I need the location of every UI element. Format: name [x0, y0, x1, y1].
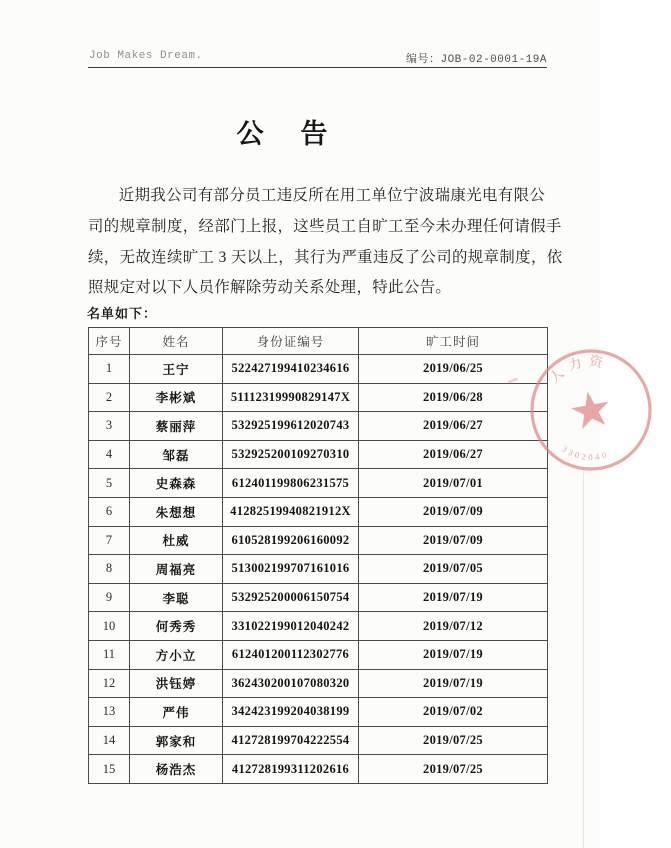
- header-slogan: Job Makes Dream.: [89, 50, 203, 62]
- employee-name: 史森森: [130, 469, 223, 498]
- id-number: 532925199612020743: [223, 412, 359, 441]
- table-body: [89, 355, 548, 784]
- id-number: 412728199704222554: [223, 726, 359, 755]
- table-row: [89, 583, 548, 612]
- employee-name: 朱想想: [130, 497, 223, 526]
- id-number: 412728199311202616: [223, 755, 359, 784]
- employee-name: 李彬斌: [130, 383, 223, 412]
- dismissal-roster-table: [88, 327, 548, 784]
- row-index: 3: [89, 412, 130, 441]
- row-index: 7: [89, 526, 130, 555]
- id-number: 331022199012040242: [223, 612, 359, 641]
- doc-number-value: JOB-02-0001-19A: [440, 54, 547, 66]
- employee-name: 方小立: [130, 640, 223, 669]
- employee-name: 李聪: [130, 583, 223, 612]
- row-index: 6: [89, 497, 130, 526]
- employee-name: 蔡丽萍: [130, 412, 223, 441]
- table-header-index: 序号: [89, 328, 130, 355]
- absence-date: 2019/07/12: [359, 612, 548, 641]
- table-row: [89, 469, 548, 498]
- id-number: 610528199206160092: [223, 526, 359, 555]
- table-row: [89, 526, 548, 555]
- table-row: [89, 555, 548, 584]
- table-header-row: [89, 328, 548, 355]
- table-row: [89, 669, 548, 698]
- employee-name: 杜威: [130, 526, 223, 555]
- absence-date: 2019/06/25: [359, 355, 548, 384]
- row-index: 13: [89, 698, 130, 727]
- id-number: 513002199707161016: [223, 555, 359, 584]
- employee-name: 杨浩杰: [130, 755, 223, 784]
- paragraph-line: 照规定对以下人员作解除劳动关系处理，特此公告。: [88, 279, 452, 297]
- announcement-paragraph: [88, 181, 563, 304]
- employee-name: 郭家和: [130, 726, 223, 755]
- absence-date: 2019/07/02: [359, 698, 548, 727]
- employee-name: 严伟: [130, 698, 223, 727]
- table-row: [89, 726, 548, 755]
- id-number: 612401199806231575: [223, 469, 359, 498]
- table-row: [89, 698, 548, 727]
- table-header-absence-date: 旷工时间: [359, 328, 548, 355]
- row-index: 8: [89, 555, 130, 584]
- table-row: [89, 612, 548, 641]
- table-row: [89, 383, 548, 412]
- svg-text:3302040: [560, 444, 610, 462]
- table-header-id-number: 身份证编号: [223, 328, 359, 355]
- table-row: [89, 355, 548, 384]
- row-index: 15: [89, 755, 130, 784]
- absence-date: 2019/06/28: [359, 383, 548, 412]
- doc-number-label: 编号：: [405, 54, 441, 66]
- row-index: 9: [89, 583, 130, 612]
- employee-name: 何秀秀: [130, 612, 223, 641]
- row-index: 5: [89, 469, 130, 498]
- page-title: 公 告: [236, 119, 343, 149]
- list-label: 名单如下：: [87, 306, 158, 321]
- company-seal: [511, 330, 671, 490]
- seal-number: 3302040: [560, 443, 611, 462]
- absence-date: 2019/07/09: [359, 526, 548, 555]
- id-number: 362430200107080320: [223, 669, 359, 698]
- id-number: 41282519940821912X: [223, 497, 359, 526]
- scan-fold-line: [583, 470, 584, 848]
- table-row: [89, 412, 548, 441]
- seal-arc-text: 人力资: [546, 353, 610, 386]
- id-number: 612401200112302776: [223, 640, 359, 669]
- row-index: 12: [89, 669, 130, 698]
- employee-name: 周福亮: [130, 555, 223, 584]
- absence-date: 2019/07/25: [359, 755, 548, 784]
- absence-date: 2019/06/27: [359, 412, 548, 441]
- row-index: 14: [89, 726, 130, 755]
- id-number: 532925200109270310: [223, 440, 359, 469]
- table-row: [89, 440, 548, 469]
- seal-star-icon: [569, 388, 613, 430]
- doc-number: [406, 50, 547, 66]
- paragraph-line: 司的规章制度，经部门上报，这些员工自旷工至今未办理任何请假手: [88, 217, 562, 235]
- employee-name: 邹磊: [130, 440, 223, 469]
- absence-date: 2019/07/09: [359, 497, 548, 526]
- absence-date: 2019/07/19: [359, 669, 548, 698]
- table-row: [89, 640, 548, 669]
- absence-date: 2019/07/25: [359, 726, 548, 755]
- employee-name: 王宁: [130, 355, 223, 384]
- header-rule: [88, 67, 547, 68]
- row-index: 2: [89, 383, 130, 412]
- absence-date: 2019/07/05: [359, 555, 548, 584]
- row-index: 10: [89, 612, 130, 641]
- paragraph-line: 近期我公司有部分员工违反所在用工单位宁波瑞康光电有限公: [118, 187, 546, 204]
- row-index: 4: [89, 440, 130, 469]
- employee-name: 洪钰婷: [130, 669, 223, 698]
- absence-date: 2019/07/19: [359, 583, 548, 612]
- id-number: 51112319990829147X: [223, 383, 359, 412]
- row-index: 11: [89, 640, 130, 669]
- table-row: [89, 755, 548, 784]
- absence-date: 2019/07/01: [359, 469, 548, 498]
- absence-date: 2019/07/19: [359, 640, 548, 669]
- table-header-name: 姓名: [130, 328, 223, 355]
- svg-text:人力资: [547, 352, 610, 385]
- absence-date: 2019/06/27: [359, 440, 548, 469]
- id-number: 532925200006150754: [223, 583, 359, 612]
- row-index: 1: [89, 355, 130, 384]
- paragraph-line: 续，无故连续旷工 3 天以上，其行为严重违反了公司的规章制度，依: [88, 248, 563, 266]
- id-number: 522427199410234616: [223, 355, 359, 384]
- table-row: [89, 497, 548, 526]
- id-number: 342423199204038199: [223, 698, 359, 727]
